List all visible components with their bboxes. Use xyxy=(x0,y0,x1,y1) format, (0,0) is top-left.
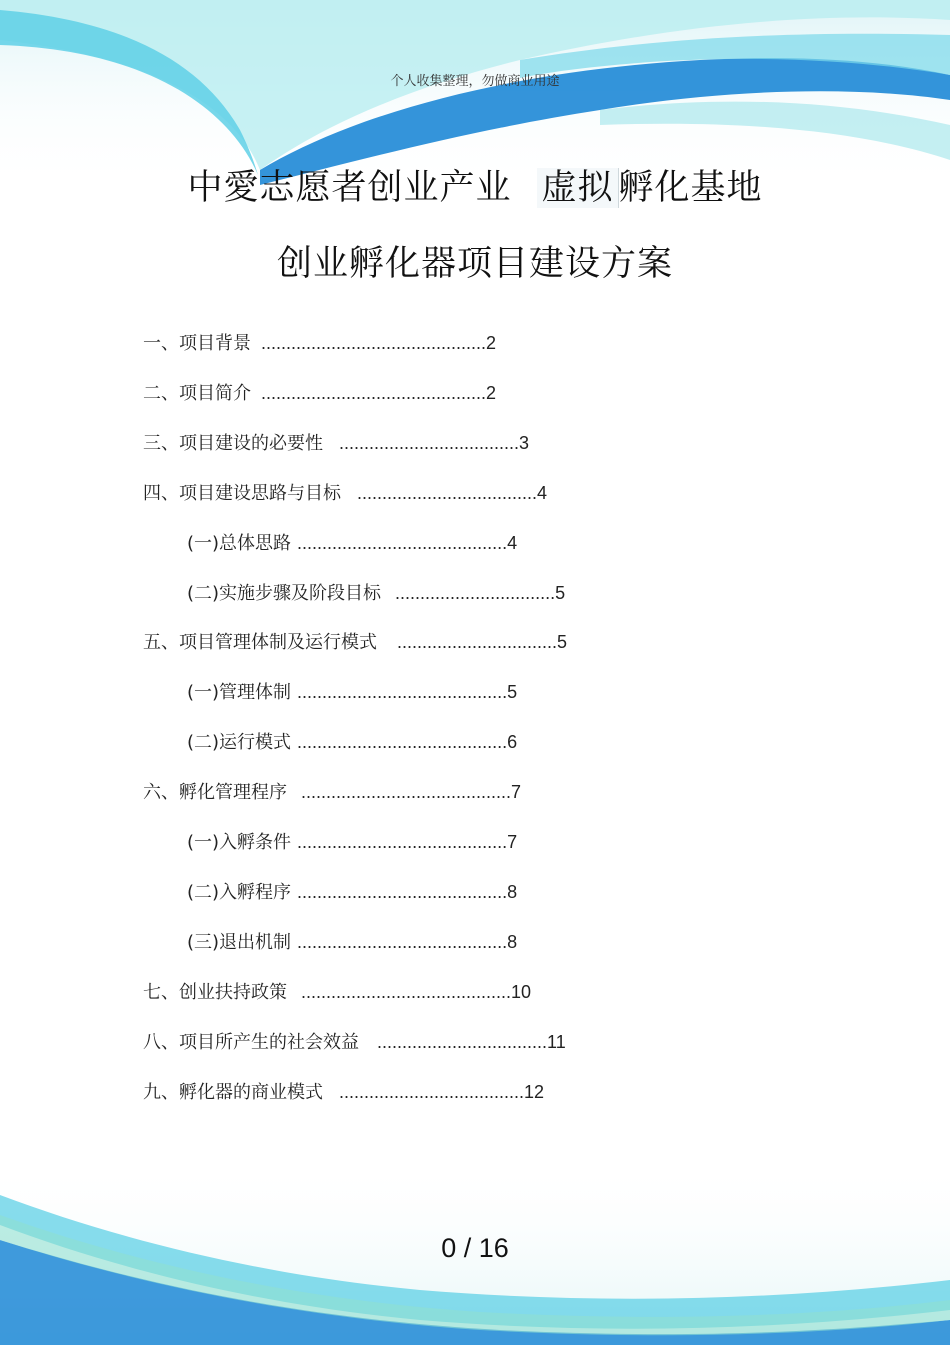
toc-entry-page-number: 4 xyxy=(507,533,518,553)
toc-entry-leader-dots: .................................. xyxy=(377,1032,548,1052)
page-number: 0 / 16 xyxy=(441,1233,509,1263)
toc-entry[interactable] xyxy=(143,1029,566,1055)
toc-entry-leader-dots: ..................................... xyxy=(339,1082,525,1102)
toc-entry-leader-dots: ................................ xyxy=(397,632,558,652)
toc-entry-label: 一、项目背景 xyxy=(143,333,251,354)
toc-entry-label: (一)总体思路 xyxy=(187,533,292,554)
toc-entry-label: 六、孵化管理程序 xyxy=(143,782,287,803)
toc-entry-leader-dots: .......................................... xyxy=(297,882,508,902)
toc-entry-leader-dots: .......................................... xyxy=(297,533,508,553)
toc-entry[interactable] xyxy=(187,679,517,705)
toc-entry-label: 三、项目建设的必要性 xyxy=(143,433,323,454)
toc-entry-page-number: 10 xyxy=(511,982,532,1002)
toc-entry-page-number: 12 xyxy=(524,1082,545,1102)
toc-entry-page-number: 5 xyxy=(555,583,566,603)
toc-entry-label: (二)入孵程序 xyxy=(187,882,292,903)
toc-entry-label: (三)退出机制 xyxy=(187,932,292,953)
toc-entry-page-number: 3 xyxy=(519,433,530,453)
toc-entry[interactable] xyxy=(143,330,496,356)
title-part-3: 孵化基地 xyxy=(618,168,763,208)
toc-entry[interactable] xyxy=(187,729,517,755)
toc-entry-page-number: 4 xyxy=(537,483,548,503)
header-note: 个人收集整理，勿做商业用途 xyxy=(390,74,560,89)
toc-entry-label: 七、创业扶持政策 xyxy=(143,982,287,1003)
toc-entry-leader-dots: .......................................... xyxy=(297,932,508,952)
toc-entry-page-number: 5 xyxy=(507,682,518,702)
toc-entry-label: (一)管理体制 xyxy=(187,682,292,703)
toc-entry-label: 九、孵化器的商业模式 xyxy=(143,1082,323,1103)
toc-entry[interactable] xyxy=(143,779,521,805)
document-title-line-1 xyxy=(0,160,950,210)
toc-entry-page-number: 7 xyxy=(507,832,518,852)
toc-entry-page-number: 6 xyxy=(507,732,518,752)
toc-entry[interactable] xyxy=(187,829,517,855)
toc-entry-label: 二、项目简介 xyxy=(143,383,251,404)
toc-entry-leader-dots: .......................................... xyxy=(297,682,508,702)
toc-entry-leader-dots: .......................................... xyxy=(297,832,508,852)
toc-entry[interactable] xyxy=(143,629,567,655)
toc-entry[interactable] xyxy=(187,929,517,955)
toc-entry-label: (二)运行模式 xyxy=(187,732,292,753)
toc-entry-leader-dots: .................................... xyxy=(357,483,538,503)
toc-entry-page-number: 11 xyxy=(547,1032,566,1052)
toc-entry-leader-dots: ............................................. xyxy=(261,333,487,353)
document-title-line-2: 创业孵化器项目建设方案 xyxy=(276,244,673,284)
toc-entry[interactable] xyxy=(143,979,531,1005)
toc-entry-label: (二)实施步骤及阶段目标 xyxy=(187,583,382,604)
toc-entry[interactable] xyxy=(143,430,529,456)
toc-entry-page-number: 7 xyxy=(511,782,522,802)
toc-entry-page-number: 2 xyxy=(486,383,497,403)
toc-entry[interactable] xyxy=(143,380,496,406)
toc-entry[interactable] xyxy=(187,879,517,905)
toc-entry[interactable] xyxy=(143,1079,544,1105)
title-part-1: 中愛志愿者创业产业 xyxy=(187,168,512,208)
toc-entry-page-number: 5 xyxy=(557,632,568,652)
toc-entry-leader-dots: .......................................... xyxy=(301,982,512,1002)
toc-entry-leader-dots: .......................................... xyxy=(301,782,512,802)
toc-entry-label: 五、项目管理体制及运行模式 xyxy=(143,632,377,653)
toc-entry[interactable] xyxy=(143,480,547,506)
toc-entry-page-number: 8 xyxy=(507,882,518,902)
toc-entry-page-number: 8 xyxy=(507,932,518,952)
toc-entry-leader-dots: ............................................. xyxy=(261,383,487,403)
toc-entry[interactable] xyxy=(187,530,517,556)
title-part-2-highlight: 虚拟 xyxy=(537,168,618,208)
toc-entry-leader-dots: .................................... xyxy=(339,433,520,453)
toc-entry-page-number: 2 xyxy=(486,333,497,353)
toc-entry-leader-dots: ................................ xyxy=(395,583,556,603)
toc-entry-label: 八、项目所产生的社会效益 xyxy=(143,1032,359,1053)
toc-entry-label: (一)入孵条件 xyxy=(187,832,292,853)
toc-entry-label: 四、项目建设思路与目标 xyxy=(143,483,341,504)
toc-entry-leader-dots: .......................................... xyxy=(297,732,508,752)
toc-entry[interactable] xyxy=(187,580,565,606)
